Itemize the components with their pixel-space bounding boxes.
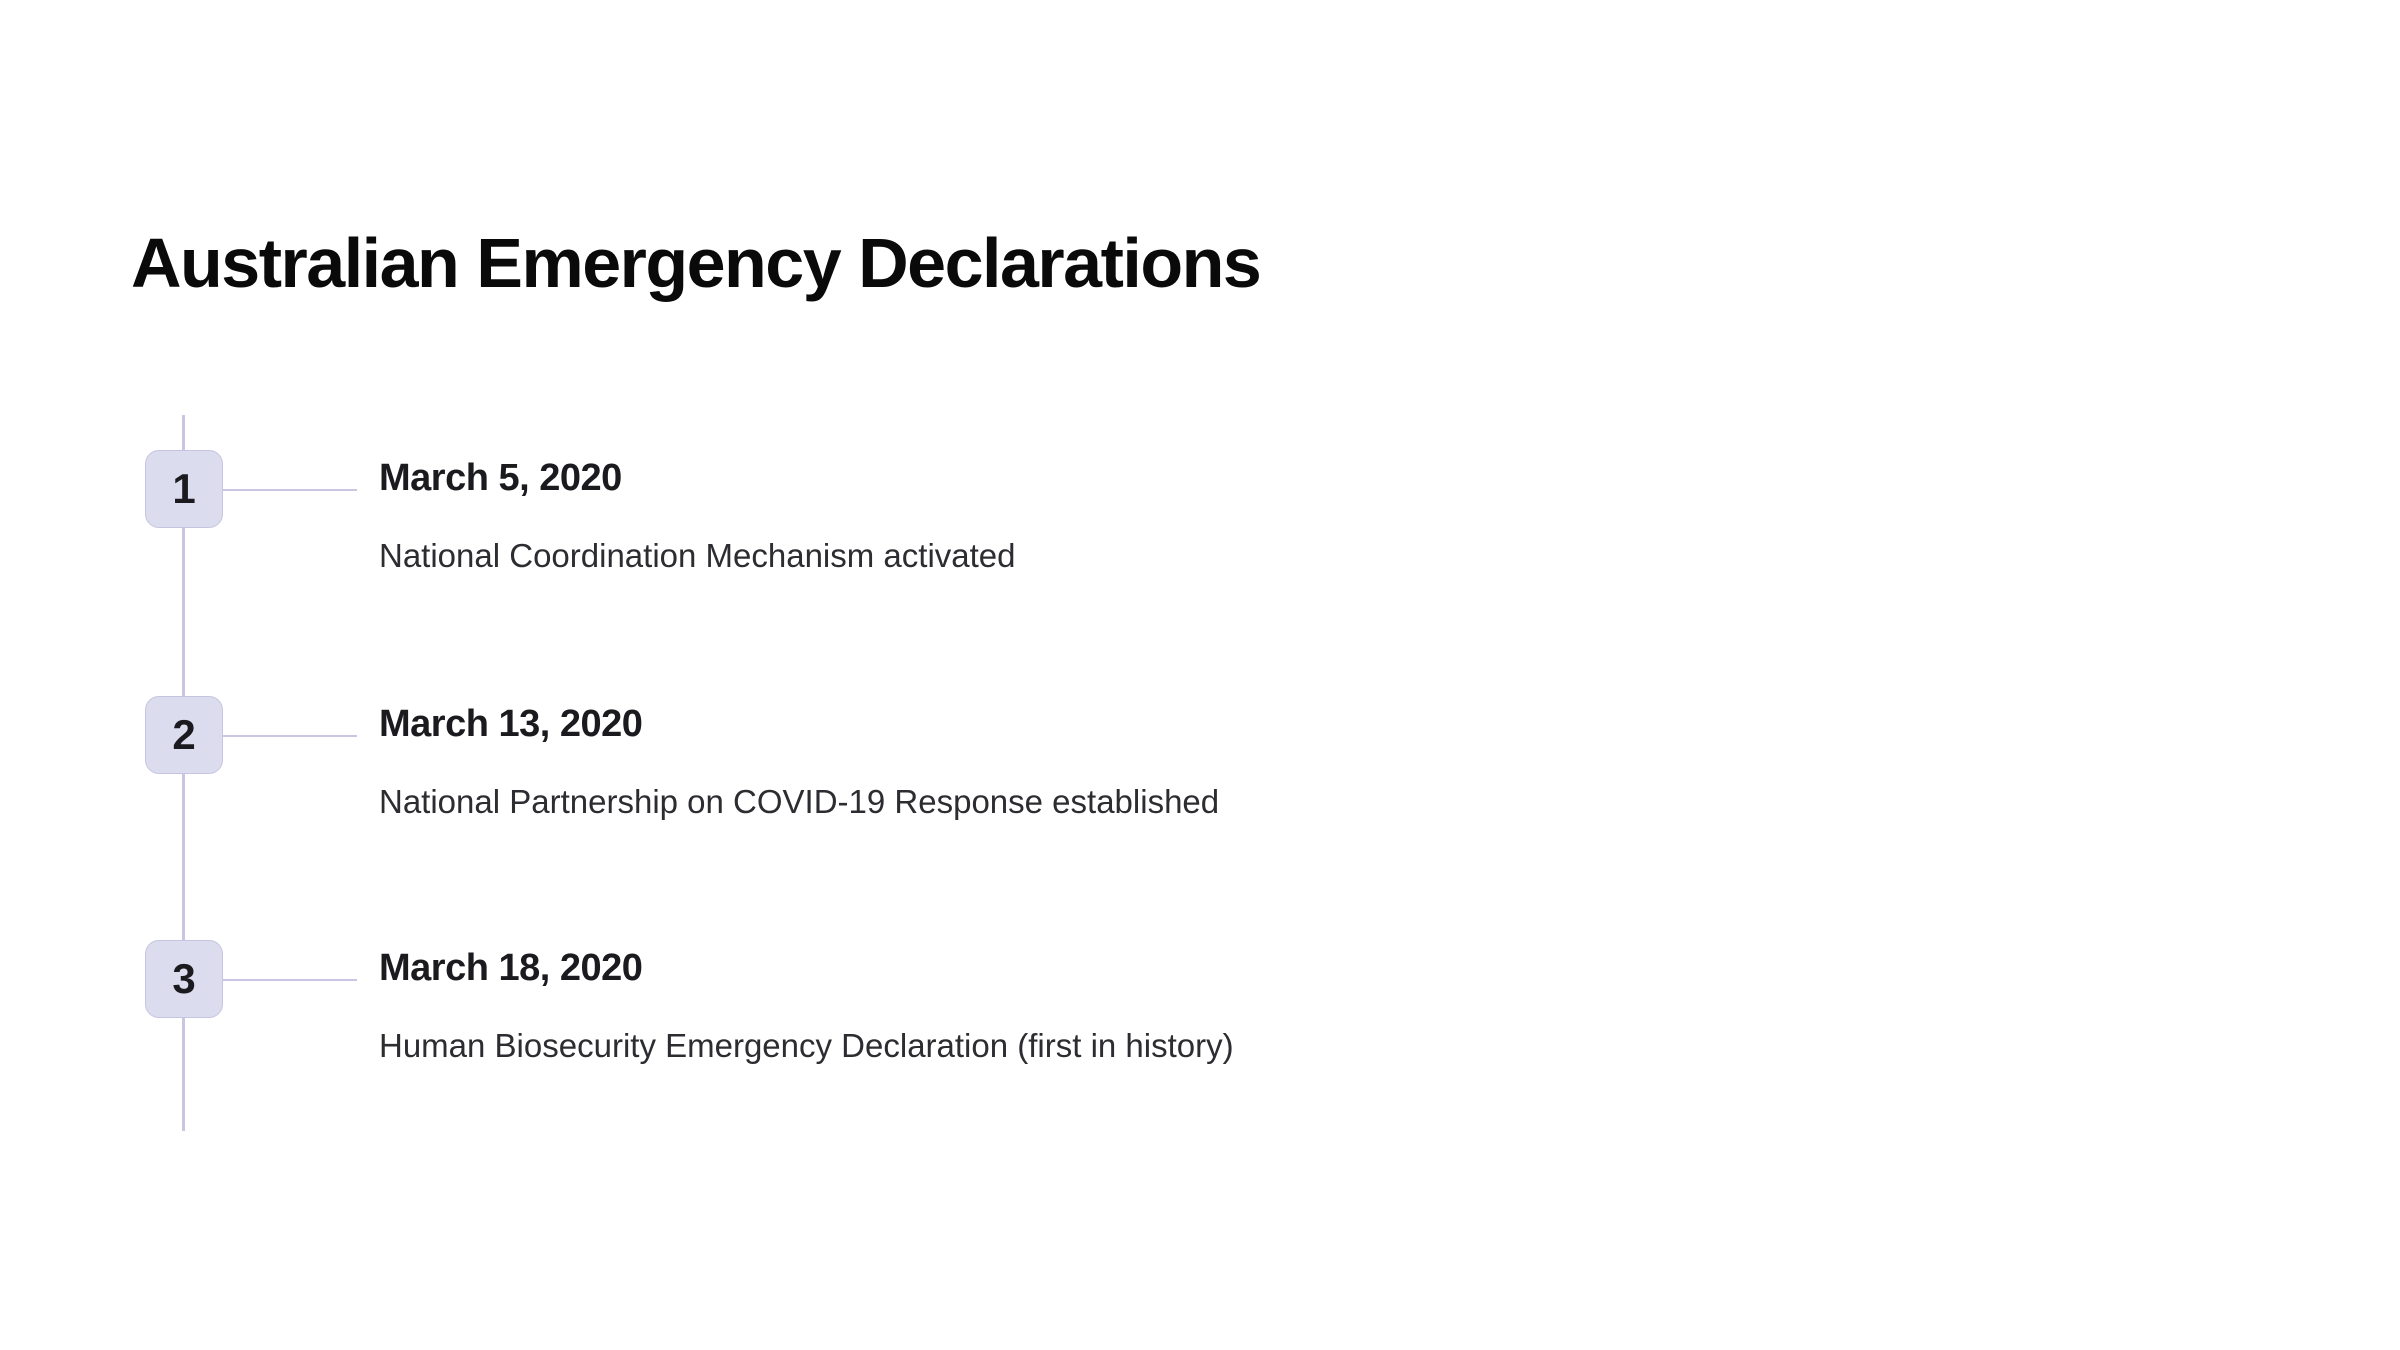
timeline-connector (223, 735, 357, 737)
page-title: Australian Emergency Declarations (131, 224, 1261, 302)
timeline-event-description: National Coordination Mechanism activated (379, 537, 1016, 574)
timeline-event (131, 940, 2231, 1120)
timeline-event (131, 450, 2231, 630)
timeline-step-badge: 1 (145, 450, 223, 528)
timeline-event-description: National Partnership on COVID-19 Response established (379, 783, 1220, 820)
timeline-connector (223, 489, 357, 491)
timeline-event-date: March 18, 2020 (379, 947, 643, 989)
timeline (131, 415, 2231, 1175)
timeline-event-date: March 5, 2020 (379, 457, 622, 499)
timeline-event-description: Human Biosecurity Emergency Declaration (first in history) (379, 1027, 1234, 1064)
timeline-step-badge: 2 (145, 696, 223, 774)
timeline-event-date: March 13, 2020 (379, 703, 643, 745)
timeline-step-badge: 3 (145, 940, 223, 1018)
timeline-event (131, 696, 2231, 876)
timeline-connector (223, 979, 357, 981)
